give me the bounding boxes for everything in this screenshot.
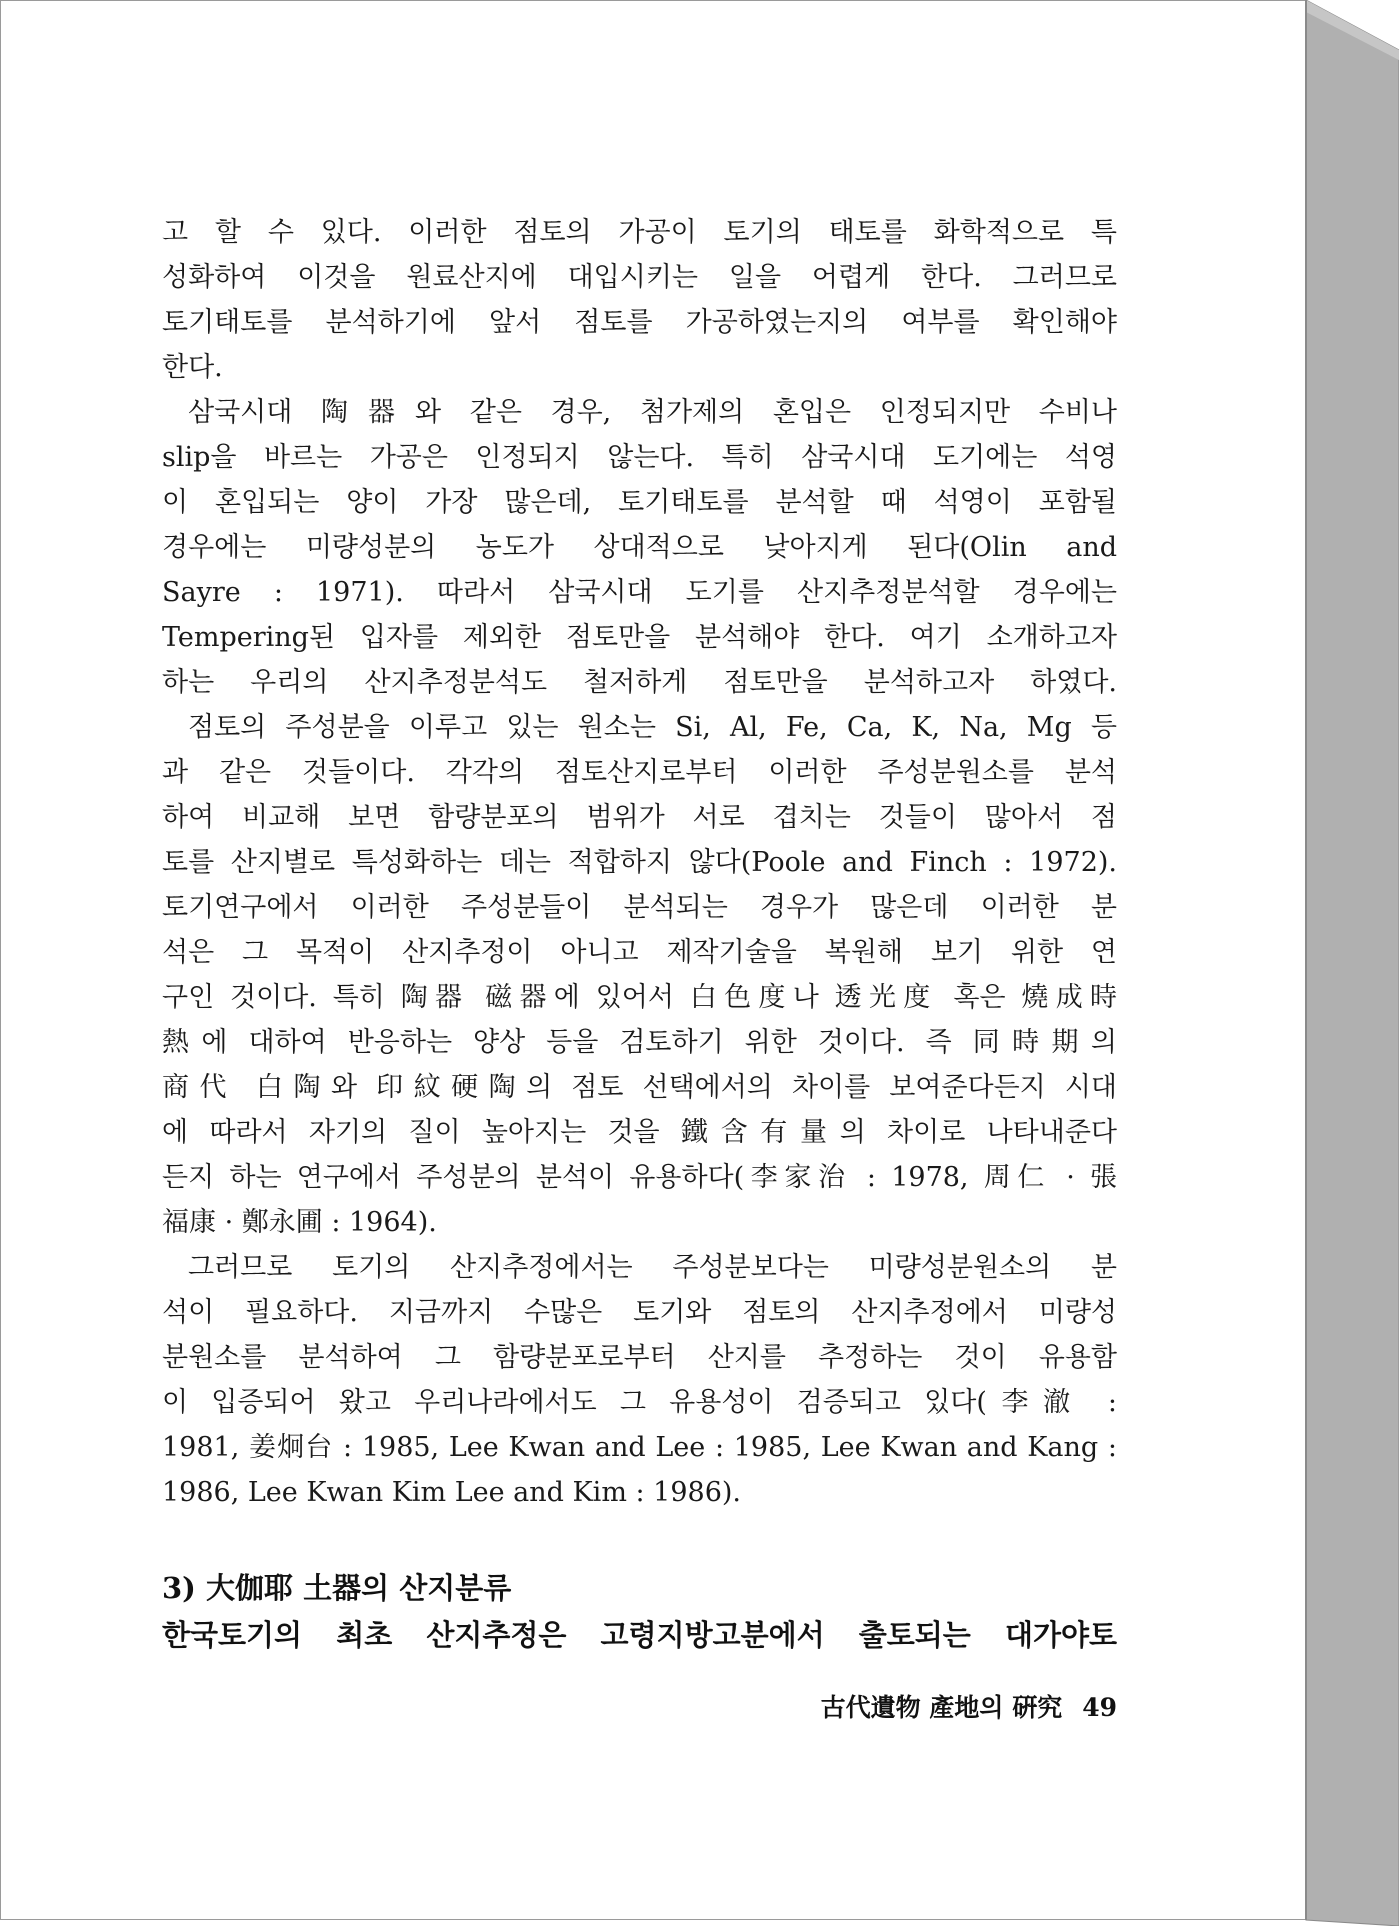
text-line: Tempering된 입자를 제외한 점토만을 분석해야 한다. 여기 소개하고자 [162,622,1117,653]
text-line: 토기연구에서 이러한 주성분들이 분석되는 경우가 많은데 이러한 분 [162,892,1117,923]
section-heading: 3) 大伽耶 土器의 산지분류 [162,1571,512,1605]
text-line: 한다. [162,352,223,383]
paragraph-start-line: 점토의 주성분을 이루고 있는 원소는 Si, Al, Fe, Ca, K, Na, Mg 등 [188,712,1117,743]
text-line: 분원소를 분석하여 그 함량분포로부터 산지를 추정하는 것이 유용함 [162,1342,1117,1373]
text-line: 과 같은 것들이다. 각각의 점토산지로부터 이러한 주성분원소를 분석 [162,757,1117,788]
paragraph-start-line: 그러므로 토기의 산지추정에서는 주성분보다는 미량성분원소의 분 [188,1252,1117,1283]
text-line: 1981, 姜炯台 : 1985, Lee Kwan and Lee : 1985, Lee Kwan and Kang : [162,1432,1117,1463]
text-line: 든지 하는 연구에서 주성분의 분석이 유용하다(李家治 : 1978, 周仁 · 張 [162,1162,1117,1193]
text-line: 이 입증되어 왔고 우리나라에서도 그 유용성이 검증되고 있다(李澈 : [162,1387,1117,1418]
text-line: 토를 산지별로 특성화하는 데는 적합하지 않다(Poole and Finch : 1972). [162,847,1117,878]
paragraph-start-line: 삼국시대 陶器와 같은 경우, 첨가제의 혼입은 인정되지만 수비나 [188,397,1117,428]
text-line: Sayre : 1971). 따라서 삼국시대 도기를 산지추정분석할 경우에는 [162,577,1117,608]
text-line: 석이 필요하다. 지금까지 수많은 토기와 점토의 산지추정에서 미량성 [162,1297,1117,1328]
text-line: 에 따라서 자기의 질이 높아지는 것을 鐵含有量의 차이로 나타내준다 [162,1117,1117,1148]
text-line: 토기태토를 분석하기에 앞서 점토를 가공하였는지의 여부를 확인해야 [162,307,1117,338]
section-first-line: 한국토기의 최초 산지추정은 고령지방고분에서 출토되는 대가야토 [162,1618,1117,1652]
page-footer [760,1688,1117,1728]
text-line: slip을 바르는 가공은 인정되지 않는다. 특히 삼국시대 도기에는 석영 [162,442,1117,473]
text-line: 구인 것이다. 특히 陶器 磁器에 있어서 白色度나 透光度 혹은 燒成時 [162,982,1117,1013]
text-line: 福康 · 鄭永圃 : 1964). [162,1207,437,1238]
text-line: 고 할 수 있다. 이러한 점토의 가공이 토기의 태토를 화학적으로 특 [162,217,1117,248]
text-line: 하여 비교해 보면 함량분포의 범위가 서로 겹치는 것들이 많아서 점 [162,802,1117,833]
text-line: 熱에 대하여 반응하는 양상 등을 검토하기 위한 것이다. 즉 同時期의 [162,1027,1117,1058]
page-body [162,210,1117,1515]
text-line: 商代 白陶와 印紋硬陶의 점토 선택에서의 차이를 보여준다든지 시대 [162,1072,1117,1103]
text-line: 석은 그 목적이 산지추정이 아니고 제작기술을 복원해 보기 위한 연 [162,937,1117,968]
page-number: 49 [1082,1693,1117,1722]
text-line: 하는 우리의 산지추정분석도 철저하게 점토만을 분석하고자 하였다. [162,667,1117,698]
text-line: 1986, Lee Kwan Kim Lee and Kim : 1986). [162,1477,742,1508]
running-title: 古代遺物 產地의 硏究 [820,1693,1063,1722]
text-line: 경우에는 미량성분의 농도가 상대적으로 낮아지게 된다(Olin and [162,532,1117,563]
text-line: 이 혼입되는 양이 가장 많은데, 토기태토를 분석할 때 석영이 포함될 [162,487,1117,518]
text-line: 성화하여 이것을 원료산지에 대입시키는 일을 어렵게 한다. 그러므로 [162,262,1117,293]
